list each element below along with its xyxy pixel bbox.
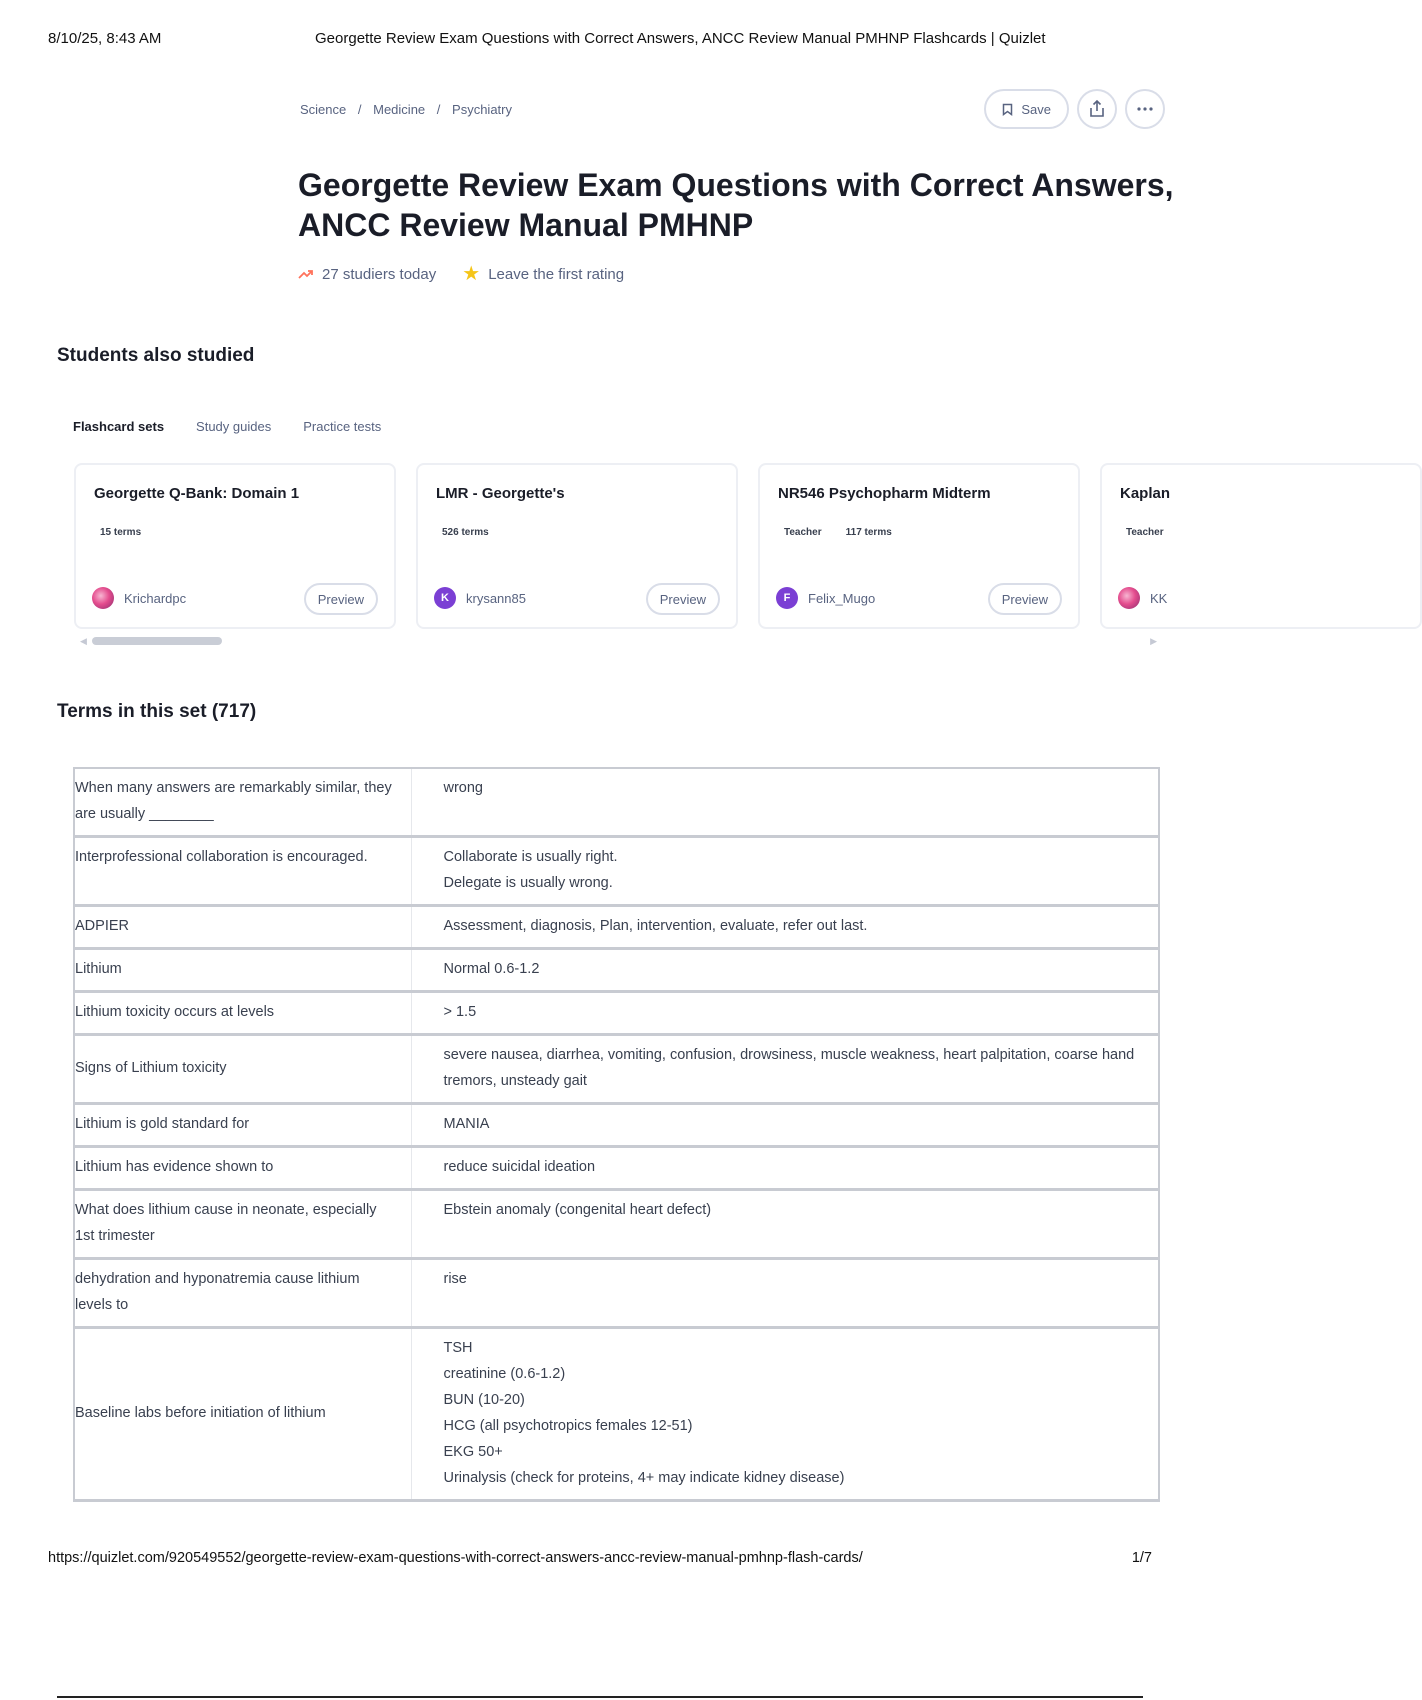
preview-button[interactable]: Preview xyxy=(646,583,720,615)
save-label: Save xyxy=(1021,101,1051,117)
save-button[interactable] xyxy=(984,89,1069,129)
table-row xyxy=(74,992,1159,1035)
definition-line: rise xyxy=(443,1271,467,1287)
table-row xyxy=(74,1259,1159,1328)
definition-line: TSH xyxy=(443,1340,473,1356)
table-row xyxy=(74,1104,1159,1147)
studiers-count: 27 studiers today xyxy=(322,265,437,283)
tab-study-guides[interactable]: Study guides xyxy=(196,419,272,434)
carousel-scrollbar[interactable] xyxy=(80,636,1157,646)
avatar: F xyxy=(776,587,798,609)
set-card-meta xyxy=(100,527,141,538)
set-card-username: krysann85 xyxy=(466,590,526,606)
definition-cell xyxy=(411,1259,1159,1328)
definition-line: BUN (10-20) xyxy=(443,1392,525,1408)
avatar xyxy=(92,587,114,609)
teacher-badge: Teacher xyxy=(784,527,822,538)
definition-line: reduce suicidal ideation xyxy=(443,1159,596,1175)
definition-line: Collaborate is usually right. xyxy=(443,849,618,865)
definition-line: Delegate is usually wrong. xyxy=(443,875,613,891)
term-cell: dehydration and hyponatremia cause lithium levels to xyxy=(74,1259,411,1328)
share-icon xyxy=(1089,100,1105,118)
set-card[interactable] xyxy=(758,463,1080,629)
terms-table xyxy=(73,767,1160,1502)
term-cell: What does lithium cause in neonate, especially 1st trimester xyxy=(74,1190,411,1259)
set-card[interactable] xyxy=(74,463,396,629)
definition-line: Assessment, diagnosis, Plan, intervention, evaluate, refer out last. xyxy=(443,918,868,934)
terms-heading: Terms in this set (717) xyxy=(57,701,257,722)
definition-line: severe nausea, diarrhea, vomiting, confusion, drowsiness, muscle weakness, heart palpitation, coarse hand tremors, unsteady gait xyxy=(443,1047,1135,1089)
avatar xyxy=(1118,587,1140,609)
set-card-terms: 117 terms xyxy=(845,527,892,538)
set-card-username: Krichardpc xyxy=(124,590,187,606)
term-cell: Interprofessional collaboration is encouraged. xyxy=(74,837,411,906)
term-cell: Lithium is gold standard for xyxy=(74,1104,411,1147)
preview-button[interactable]: Preview xyxy=(304,583,378,615)
definition-cell xyxy=(411,1190,1159,1259)
set-card-author[interactable] xyxy=(1118,587,1167,609)
breadcrumb-psychiatry[interactable]: Psychiatry xyxy=(452,102,512,117)
print-header xyxy=(48,30,1152,54)
breadcrumb xyxy=(300,102,520,117)
table-row xyxy=(74,1035,1159,1104)
definition-line: MANIA xyxy=(443,1116,490,1132)
table-row xyxy=(74,1328,1159,1501)
definition-line: HCG (all psychotropics females 12-51) xyxy=(443,1418,693,1434)
term-cell: Lithium toxicity occurs at levels xyxy=(74,992,411,1035)
definition-cell xyxy=(411,1104,1159,1147)
breadcrumb-separator: / xyxy=(436,102,441,117)
definition-line: Normal 0.6-1.2 xyxy=(443,961,540,977)
term-cell: When many answers are remarkably similar, they are usually ________ xyxy=(74,768,411,837)
more-icon xyxy=(1137,107,1153,111)
table-row xyxy=(74,906,1159,949)
definition-cell xyxy=(411,768,1159,837)
table-row xyxy=(74,837,1159,906)
definition-line: Ebstein anomaly (congenital heart defect) xyxy=(443,1202,712,1218)
print-datetime: 8/10/25, 8:43 AM xyxy=(48,30,162,47)
set-card[interactable] xyxy=(1100,463,1422,629)
set-card-title: Georgette Q-Bank: Domain 1 xyxy=(94,485,300,502)
studiers-stat xyxy=(298,266,436,283)
bookmark-icon xyxy=(1002,103,1013,116)
also-studied-tabs xyxy=(73,419,381,434)
print-page-number: 1/7 xyxy=(1131,1550,1152,1566)
preview-button[interactable]: Preview xyxy=(988,583,1062,615)
definition-cell xyxy=(411,949,1159,992)
page-divider xyxy=(57,1696,1143,1698)
breadcrumb-medicine[interactable]: Medicine xyxy=(373,102,426,117)
definition-cell xyxy=(411,1147,1159,1190)
set-card-author[interactable] xyxy=(434,587,526,609)
table-row xyxy=(74,949,1159,992)
print-doc-title: Georgette Review Exam Questions with Correct Answers, ANCC Review Manual PMHNP Flashcards | Quizlet xyxy=(315,30,1046,47)
tab-flashcard-sets[interactable]: Flashcard sets xyxy=(73,419,165,434)
definition-cell xyxy=(411,837,1159,906)
definition-line: wrong xyxy=(443,780,483,796)
set-actions xyxy=(984,89,1165,129)
set-card-title: Kaplan xyxy=(1120,485,1171,502)
definition-cell xyxy=(411,906,1159,949)
tab-practice-tests[interactable]: Practice tests xyxy=(303,419,382,434)
scrollbar-thumb[interactable] xyxy=(92,637,222,645)
set-card-meta xyxy=(442,527,489,538)
set-card-title: NR546 Psychopharm Midterm xyxy=(778,485,991,502)
table-row xyxy=(74,768,1159,837)
page-title: Georgette Review Exam Questions with Correct Answers, ANCC Review Manual PMHNP xyxy=(298,167,1174,243)
term-cell: ADPIER xyxy=(74,906,411,949)
term-cell: Baseline labs before initiation of lithium xyxy=(74,1328,411,1501)
set-card-meta xyxy=(1126,527,1164,538)
set-card-username: Felix_Mugo xyxy=(808,590,876,606)
set-card-username: KK xyxy=(1150,590,1168,606)
definition-line: creatinine (0.6-1.2) xyxy=(443,1366,566,1382)
star-icon: ★ xyxy=(462,263,481,285)
rating-label: Leave the first rating xyxy=(488,265,625,283)
set-card-terms: 526 terms xyxy=(442,527,489,538)
term-cell: Lithium xyxy=(74,949,411,992)
table-row xyxy=(74,1190,1159,1259)
set-card-author[interactable] xyxy=(776,587,875,609)
breadcrumb-separator: / xyxy=(357,102,362,117)
scroll-right-icon[interactable]: ▶ xyxy=(1150,636,1157,646)
avatar: K xyxy=(434,587,456,609)
term-cell: Lithium has evidence shown to xyxy=(74,1147,411,1190)
set-card-author[interactable] xyxy=(92,587,186,609)
share-button[interactable] xyxy=(1077,89,1117,129)
definition-line: Urinalysis (check for proteins, 4+ may indicate kidney disease) xyxy=(443,1470,845,1486)
rating-link[interactable] xyxy=(462,264,624,284)
more-options-button[interactable] xyxy=(1125,89,1165,129)
definition-cell xyxy=(411,992,1159,1035)
term-cell: Signs of Lithium toxicity xyxy=(74,1035,411,1104)
print-url: https://quizlet.com/920549552/georgette-review-exam-questions-with-correct-answers-ancc-review-manual-pmhnp-flash-cards/ xyxy=(48,1550,863,1566)
table-row xyxy=(74,1147,1159,1190)
set-card-title: LMR - Georgette's xyxy=(436,485,565,502)
set-card[interactable] xyxy=(416,463,738,629)
students-also-studied-heading: Students also studied xyxy=(57,345,255,366)
definition-cell xyxy=(411,1328,1159,1501)
definition-line: > 1.5 xyxy=(443,1004,477,1020)
definition-line: EKG 50+ xyxy=(443,1444,503,1460)
set-card-meta xyxy=(784,527,892,538)
set-stats xyxy=(298,264,650,284)
definition-cell xyxy=(411,1035,1159,1104)
breadcrumb-science[interactable]: Science xyxy=(300,102,347,117)
set-card-terms: 15 terms xyxy=(100,527,142,538)
trending-icon xyxy=(298,268,314,280)
also-studied-carousel xyxy=(74,463,1171,635)
scroll-left-icon[interactable]: ◀ xyxy=(80,636,87,646)
teacher-badge: Teacher xyxy=(1126,527,1164,538)
